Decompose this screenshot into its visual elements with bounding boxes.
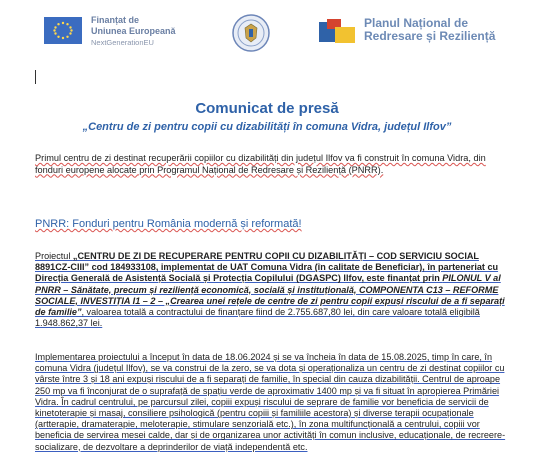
project-paragraph [35, 251, 509, 329]
implementation-paragraph: Implementarea proiectului a început în data de 18.06.2024 și se va încheia în data de 15.08.2025, timp în care, în comuna Vidra (județul Ilfov), se va construi de la zero, se va dota și operaționaliza un centru de zi destinat copiilor cu vârste între 3 și 18 ani expuși riscului de a fi separați de familie, în special din cauza dizabilității. Centrul de aproape 250 mp va fi înconjurat de o suprafață de spațiu verde de aproximativ 1400 mp și va fi situat în apropierea Primăriei Vidra. În cadrul centrului, pe parcursul zilei, copiii expuși riscului de seprare de familie vor beneficia de servicii de kinetoterapie și masaj, consiliere psihologică (pentru copiii și familiile acestora) și diverse terapii ocupaționale (artterapie, dramaterapie, meloterapie, stimulare senzorială etc.), în zona multifuncțională a centrului, copiii vor beneficia de servirea mesei calde, dar și de organizarea unor activități în comun inclusive, educaționale, de recreere-socializare, de dezvoltare a deprinderilor de viață independentă etc. [35, 352, 506, 452]
project-text-b: „CENTRU DE ZI DE RECUPERARE PENTRU COPII CU DIZABILITĂȚI – COD SERVICIU SOCIAL 8891CZ-CIII” [35, 251, 479, 273]
pnrr-logo-icon [318, 19, 356, 45]
pnrr-label [364, 17, 495, 43]
eu-line1: Finanțat de [91, 15, 140, 25]
pnrr-line2: Redresare și Reziliență [364, 29, 496, 43]
project-text-e: , valoarea totală a contractului de finanțare fiind de 2.755.687,80 lei, din care valoare totală eligibilă 1.948.862,37 lei. [35, 307, 480, 329]
eu-line3: NextGenerationEU [91, 38, 154, 47]
text-cursor [35, 70, 36, 84]
project-text-c: cod 184933108, implementat de UAT Comuna Vidra (în calitate de Beneficiar), în parteneriat cu Direcția Generală de Asistență Socială și Protecția Copilului (DGASPC) Ilfov, este finanțat prin [35, 262, 499, 284]
eu-line2: Uniunea Europeană [91, 26, 176, 36]
document-title: Comunicat de presă [195, 100, 339, 117]
header-logos [0, 0, 534, 62]
project-text-a: Proiectul [35, 251, 73, 261]
pnrr-heading: PNRR: Fonduri pentru România modernă și reformată! [35, 218, 302, 230]
eu-funding-label [91, 15, 176, 48]
intro-paragraph: Primul centru de zi destinat recuperării copiilor cu dizabilități din județul Ilfov va fi construit în comuna Vidra, din fonduri europene alocate prin Programul Național de Redresare și Reziliență (PNRR). [35, 153, 486, 175]
government-seal-icon [232, 14, 270, 52]
project-text-d: PILONUL V al PNRR – Sănătate, precum și reziliență economică, socială și instituțională, COMPONENTA C13 – REFORME SOCIALE, INVESTIȚIA I1 – 2 – „Crearea unei rețele de centre de zi pentru copii expuși riscului de a fi separați de familie” [35, 273, 505, 318]
eu-flag-icon [44, 17, 82, 44]
pnrr-line1: Planul Național de [364, 16, 469, 30]
document-subtitle: „Centru de zi pentru copii cu dizabilități în comuna Vidra, județul Ilfov” [82, 121, 452, 133]
